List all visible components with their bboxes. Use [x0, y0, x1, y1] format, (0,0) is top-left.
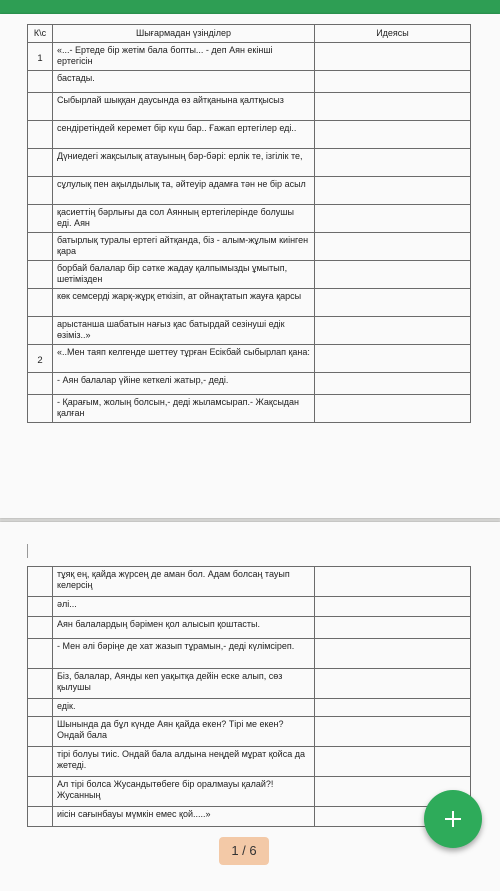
idea-cell — [315, 261, 471, 289]
row-number — [28, 717, 53, 747]
excerpts-table-page-1 — [27, 24, 471, 423]
row-number — [28, 395, 53, 423]
idea-cell — [315, 149, 471, 177]
excerpt-cell: - Мен әлі бәріңе де хат жазып тұрамын,- деді күлімсіреп. — [53, 639, 315, 669]
excerpt-cell: Біз, балалар, Аянды кеп уақытқа дейін еске алып, сөз қылушы — [53, 669, 315, 699]
row-number — [28, 93, 53, 121]
idea-cell — [315, 233, 471, 261]
header-excerpts: Шығармадан үзінділер — [53, 25, 315, 43]
excerpt-cell: сұлулық пен ақылдылық та, әйтеуір адамға тән не бір асыл — [53, 177, 315, 205]
row-number — [28, 261, 53, 289]
excerpt-cell: «..Мен таяп келгенде шеттеу тұрған Есікбай сыбырлап қана: — [53, 345, 315, 373]
excerpt-cell: батырлық туралы ертегі айтқанда, біз - алым-жұлым киінген қара — [53, 233, 315, 261]
idea-cell — [315, 747, 471, 777]
table-row — [28, 597, 471, 617]
table-row — [28, 807, 471, 827]
row-number — [28, 177, 53, 205]
idea-cell — [315, 699, 471, 717]
row-number — [28, 699, 53, 717]
excerpt-cell: сендіретіндей керемет бір күш бар.. Ғажап ертегілер еді.. — [53, 121, 315, 149]
row-number — [28, 639, 53, 669]
idea-cell — [315, 93, 471, 121]
table-row — [28, 43, 471, 71]
add-button[interactable] — [424, 790, 482, 848]
excerpt-cell: Шынында да бұл күнде Аян қайда екен? Тірі ме екен? Ондай бала — [53, 717, 315, 747]
document-page-2 — [0, 522, 500, 891]
table-row — [28, 149, 471, 177]
table-row — [28, 747, 471, 777]
excerpt-cell: Дүниедегі жақсылық атауының бәр-бәрі: ерлік те, ізгілік те, — [53, 149, 315, 177]
idea-cell — [315, 317, 471, 345]
table-row — [28, 617, 471, 639]
excerpts-table-page-2 — [27, 566, 471, 827]
row-number — [28, 373, 53, 395]
table-row — [28, 717, 471, 747]
table-row — [28, 395, 471, 423]
plus-icon — [445, 811, 461, 827]
table-row — [28, 777, 471, 807]
row-number — [28, 233, 53, 261]
excerpt-cell: борбай балалар бір сәтке жадау қалпымызды ұмытып, шетімізден — [53, 261, 315, 289]
excerpt-cell: - Аян балалар үйіне кеткелі жатыр,- деді. — [53, 373, 315, 395]
table-header-row — [28, 25, 471, 43]
excerpt-cell: иісін сағынбауы мүмкін емес қой.....» — [53, 807, 315, 827]
idea-cell — [315, 345, 471, 373]
row-number — [28, 747, 53, 777]
table-row — [28, 639, 471, 669]
idea-cell — [315, 395, 471, 423]
row-number — [28, 149, 53, 177]
table-row — [28, 177, 471, 205]
row-number — [28, 289, 53, 317]
excerpt-cell: көк семсерді жарқ-жұрқ еткізіп, ат ойнақтатып жауға қарсы — [53, 289, 315, 317]
row-number — [28, 669, 53, 699]
row-number: 1 — [28, 43, 53, 71]
row-number — [28, 317, 53, 345]
table-row — [28, 121, 471, 149]
row-number — [28, 71, 53, 93]
row-number — [28, 807, 53, 827]
row-number — [28, 597, 53, 617]
excerpt-cell: бастады. — [53, 71, 315, 93]
idea-cell — [315, 121, 471, 149]
page-corner-mark — [27, 544, 28, 558]
excerpt-cell: Сыбырлай шыққан даусында өз айтқанына қалтқысыз — [53, 93, 315, 121]
idea-cell — [315, 71, 471, 93]
header-number: К\с — [28, 25, 53, 43]
excerpt-cell: қасиеттің бәрлығы да сол Аянның ертегілерінде болушы еді. Аян — [53, 205, 315, 233]
idea-cell — [315, 639, 471, 669]
table-row — [28, 233, 471, 261]
excerpt-cell: едік. — [53, 699, 315, 717]
idea-cell — [315, 617, 471, 639]
table-row — [28, 71, 471, 93]
idea-cell — [315, 373, 471, 395]
table-row — [28, 567, 471, 597]
idea-cell — [315, 717, 471, 747]
excerpt-cell: «...- Ертеде бір жетім бала бопты... - деп Аян екінші ертегісін — [53, 43, 315, 71]
excerpt-cell: әлі... — [53, 597, 315, 617]
idea-cell — [315, 669, 471, 699]
excerpt-cell: Аян балалардың бәрімен қол алысып қоштасты. — [53, 617, 315, 639]
table-row — [28, 373, 471, 395]
table-row — [28, 699, 471, 717]
table-row — [28, 205, 471, 233]
idea-cell — [315, 205, 471, 233]
table-row — [28, 289, 471, 317]
idea-cell — [315, 43, 471, 71]
row-number — [28, 777, 53, 807]
idea-cell — [315, 289, 471, 317]
row-number — [28, 121, 53, 149]
idea-cell — [315, 177, 471, 205]
table-row — [28, 317, 471, 345]
table-row — [28, 345, 471, 373]
idea-cell — [315, 567, 471, 597]
excerpt-cell: - Қарағым, жолың болсын,- деді жыламсырап.- Жақсыдан қалған — [53, 395, 315, 423]
row-number — [28, 617, 53, 639]
excerpt-cell: тірі болуы тиіс. Ондай бала алдына неңдей мұрат қойса да жетеді. — [53, 747, 315, 777]
header-idea: Идеясы — [315, 25, 471, 43]
page-indicator: 1 / 6 — [219, 837, 269, 865]
table-row — [28, 93, 471, 121]
table-row — [28, 669, 471, 699]
excerpt-cell: арыстанша шабатын нағыз қас батырдай сезінуші едік өзіміз..» — [53, 317, 315, 345]
excerpt-cell: Ал тірі болса Жусандытөбеге бір оралмауы қалай?! Жусанның — [53, 777, 315, 807]
row-number — [28, 567, 53, 597]
idea-cell — [315, 597, 471, 617]
row-number — [28, 205, 53, 233]
excerpt-cell: тұяқ ең, қайда жүрсең де аман бол. Адам болсаң тауып келерсің — [53, 567, 315, 597]
row-number: 2 — [28, 345, 53, 373]
table-row — [28, 261, 471, 289]
top-app-bar — [0, 0, 500, 14]
document-page-1 — [0, 14, 500, 518]
